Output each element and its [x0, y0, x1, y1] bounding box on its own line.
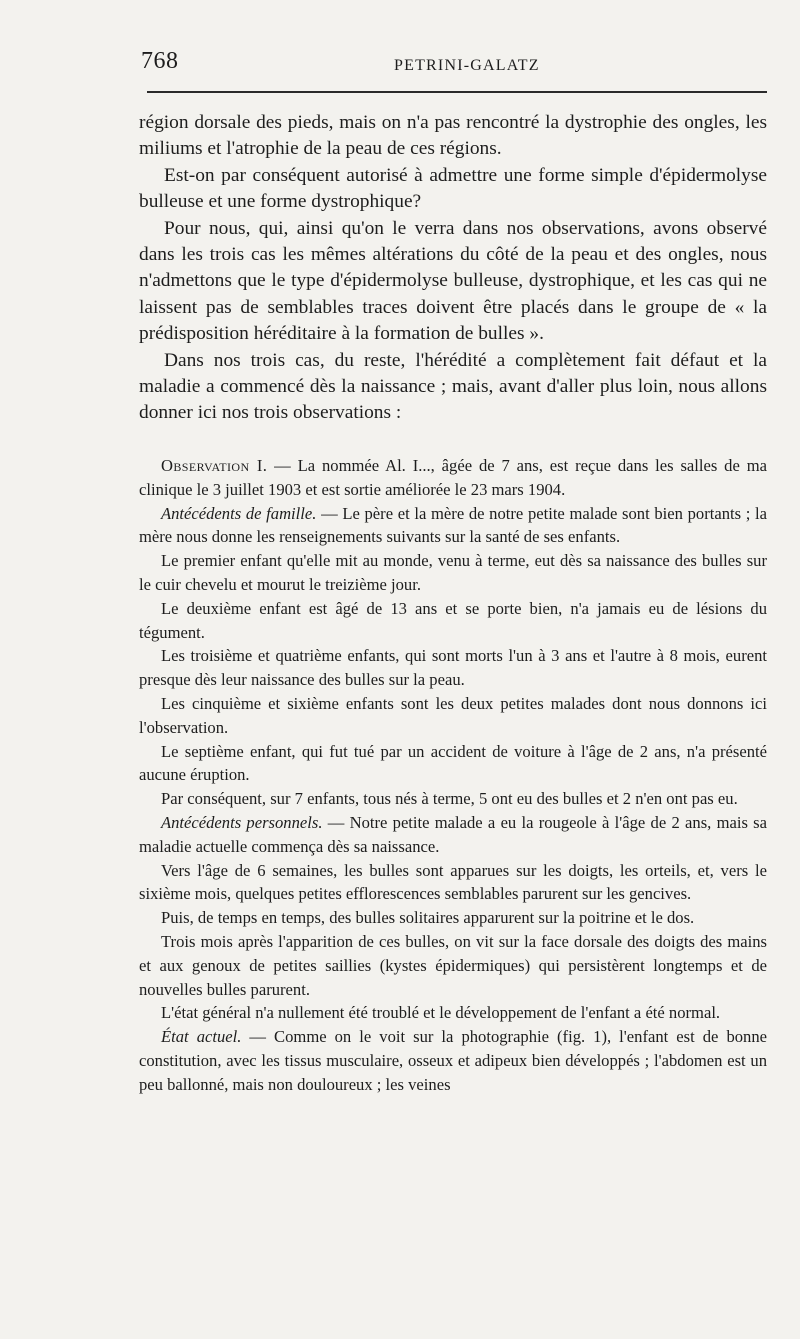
observation-paragraph: L'état général n'a nullement été troublé et le développement de l'enfant a été normal.	[161, 1003, 721, 1023]
observation-paragraph	[139, 454, 767, 502]
section-label: État actuel.	[161, 1027, 242, 1047]
observation-paragraph: Vers l'âge de 6 semaines, les bulles sont apparues sur les doigts, les orteils, et, vers le sixième mois, quelques petites efflorescences semblables parurent sur les gencives.	[139, 860, 767, 904]
observation-paragraph: Les cinquième et sixième enfants sont les deux petites malades dont nous donnons ici l'observation.	[139, 693, 767, 737]
observation-paragraph	[139, 1025, 767, 1096]
paragraph: Dans nos trois cas, du reste, l'hérédité a complètement fait défaut et la maladie a commencé dès la naissance ; mais, avant d'aller plus loin, nous allons donner ici nos trois observations :	[139, 349, 767, 424]
observation-paragraph: Le deuxième enfant est âgé de 13 ans et se porte bien, n'a jamais eu de lésions du tégument.	[139, 598, 767, 642]
main-text	[139, 110, 767, 427]
observation-paragraph: Puis, de temps en temps, des bulles solitaires apparurent sur la poitrine et le dos.	[161, 908, 695, 928]
observation-paragraph: Par conséquent, sur 7 enfants, tous nés à terme, 5 ont eu des bulles et 2 n'en ont pas eu.	[161, 789, 738, 809]
observation-text: — Comme on le voit sur la photographie (fig. 1), l'enfant est de bonne constitution, avec les tissus musculaire, osseux et adipeux bien développés ; l'abdomen est un peu ballonné, mais non douloureux ; les veines	[139, 1027, 767, 1094]
observation-paragraph	[139, 811, 767, 859]
section-label: Antécédents personnels.	[161, 812, 323, 832]
observation-text: — La nommée Al. I..., âgée de 7 ans, est reçue dans les salles de ma clinique le 3 juillet 1903 et est sortie améliorée le 23 mars 1904.	[139, 456, 767, 499]
header-rule	[147, 91, 767, 93]
observation-paragraph: Le premier enfant qu'elle mit au monde, venu à terme, eut dès sa naissance des bulles sur le cuir chevelu et mourut le treizième jour.	[139, 551, 767, 594]
observation-heading: Observation I.	[161, 456, 268, 475]
section-label: Antécédents de famille.	[161, 503, 317, 523]
observation-text: — Le père et la mère de notre petite malade sont bien portants ; la mère nous donne les renseignements suivants sur la santé de ses enfants.	[139, 503, 767, 547]
observation-paragraph: Le septième enfant, qui fut tué par un accident de voiture à l'âge de 2 ans, n'a présenté aucune éruption.	[139, 741, 767, 785]
observation-paragraph	[139, 502, 767, 550]
page-number: 768	[141, 48, 179, 74]
paragraph: Est-on par conséquent autorisé à admettre une forme simple d'épidermolyse bulleuse et une forme dystrophique?	[139, 164, 767, 213]
paragraph: Pour nous, qui, ainsi qu'on le verra dans nos observations, avons observé dans les trois cas les mêmes altérations du côté de la peau et des ongles, nous n'admettons que le type d'épidermolyse bulleuse, dystrophique, et les cas qui ne laissent pas de semblables traces doivent être placés dans le groupe de « la prédisposition héréditaire à la formation de bulles ».	[139, 217, 767, 345]
observation-paragraph: Trois mois après l'apparition de ces bulles, on vit sur la face dorsale des doigts des mains et aux genoux de petites saillies (kystes épidermiques) qui persistèrent longtemps et de nouvelles bulles parurent.	[139, 931, 767, 999]
observation-section	[139, 454, 767, 1097]
running-head: PETRINI-GALATZ	[394, 57, 540, 74]
page-header	[141, 48, 767, 88]
observation-text: — Notre petite malade a eu la rougeole à l'âge de 2 ans, mais sa maladie actuelle commença dès sa naissance.	[139, 812, 767, 856]
observation-paragraph: Les troisième et quatrième enfants, qui sont morts l'un à 3 ans et l'autre à 8 mois, eurent presque dès leur naissance des bulles sur la peau.	[139, 646, 767, 690]
paragraph: région dorsale des pieds, mais on n'a pas rencontré la dystrophie des ongles, les miliums et l'atrophie de la peau de ces régions.	[139, 112, 767, 160]
